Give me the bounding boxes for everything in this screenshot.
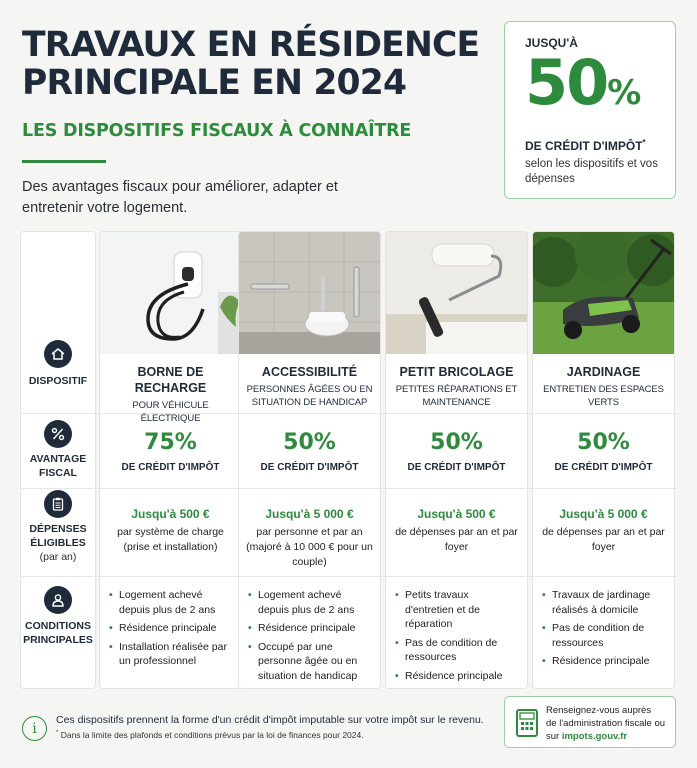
dispositif-cell-accessibilite [244, 364, 375, 409]
condition-item: • Pas de condition de ressources [395, 636, 520, 665]
dispositif-cell-borne [105, 364, 236, 425]
dispositif-subtitle: POUR VÉHICULE ÉLECTRIQUE [132, 400, 209, 424]
advantage-percentage: 50% [430, 430, 483, 455]
advantage-label: DE CRÉDIT D'IMPÔT [260, 462, 359, 473]
condition-item: • Résidence principale [542, 654, 667, 669]
row-label-conditions: CONDITIONS PRINCIPALES [23, 620, 93, 646]
expense-note: de dépenses par an et par foyer [395, 526, 518, 553]
info-icon: i [22, 716, 47, 741]
info-sub-text [56, 730, 364, 740]
expense-note: par personne et par an (majoré à 10 000 € pour un couple) [246, 526, 373, 568]
footer-box-line2: de l'administration fiscale ou [546, 718, 666, 729]
depenses-cell-accessibilite [244, 507, 375, 570]
info-asterisk: * [56, 730, 59, 737]
depenses-cell-borne [105, 507, 236, 555]
row-label-depenses [20, 522, 96, 564]
avantage-cell-bricolage [391, 430, 522, 473]
credit-percent-sign: % [607, 73, 642, 113]
person-icon [44, 586, 72, 614]
conditions-list-accessibilite [248, 588, 373, 687]
divider [22, 160, 106, 163]
dispositif-cell-bricolage [391, 364, 522, 409]
condition-item: • Logement achevé depuis plus de 2 ans [109, 588, 234, 617]
bathroom-photo [239, 232, 380, 354]
depenses-cell-bricolage [391, 507, 522, 555]
clipboard-icon [44, 490, 72, 518]
conditions-list-borne [109, 588, 234, 673]
condition-item: • Résidence principale [248, 621, 373, 636]
house-icon [44, 340, 72, 368]
expense-note: par système de charge (prise et installation) [117, 526, 224, 553]
avantage-cell-accessibilite [244, 430, 375, 473]
expense-note: de dépenses par an et par foyer [542, 526, 665, 553]
percent-icon [44, 420, 72, 448]
advantage-label: DE CRÉDIT D'IMPÔT [407, 462, 506, 473]
credit-label-text: DE CRÉDIT D'IMPÔT [525, 139, 643, 153]
advantage-label: DE CRÉDIT D'IMPÔT [554, 462, 653, 473]
dispositif-title: JARDINAGE [566, 365, 641, 379]
dispositif-title: ACCESSIBILITÉ [261, 365, 358, 379]
info-sub-label: Dans la limite des plafonds et conditions prévus par la loi de finances pour 2024. [60, 730, 364, 740]
footer-box-line3 [546, 730, 665, 743]
dispositif-title: BORNE DE RECHARGE [134, 365, 207, 395]
lawn-mower-photo [533, 232, 674, 354]
credit-asterisk: * [642, 138, 646, 147]
condition-item: • Occupé par une personne âgée ou en situation de handicap [248, 640, 373, 684]
footer-info [22, 706, 482, 750]
credit-label [525, 138, 675, 153]
credit-percentage [525, 46, 675, 130]
condition-item: • Installation réalisée par un professionnel [109, 640, 234, 669]
info-link-box [504, 696, 676, 748]
condition-item: • Résidence principale [395, 669, 520, 684]
condition-item: • Logement achevé depuis plus de 2 ans [248, 588, 373, 617]
avantage-cell-jardinage [538, 430, 669, 473]
footer-box-prefix: sur [546, 731, 560, 742]
row-divider [20, 576, 677, 577]
advantage-percentage: 50% [283, 430, 336, 455]
row-label-dispositif: DISPOSITIF [28, 375, 88, 387]
dispositif-title: PETIT BRICOLAGE [399, 365, 514, 379]
expense-amount: Jusqu'à 500 € [417, 507, 496, 521]
dispositif-subtitle: PETITES RÉPARATIONS ET MAINTENANCE [395, 384, 518, 408]
paint-roller-photo [386, 232, 527, 354]
depenses-cell-jardinage [538, 507, 669, 555]
row-label-depenses-sub: (par an) [39, 551, 77, 563]
advantage-label: DE CRÉDIT D'IMPÔT [121, 462, 220, 473]
condition-item: • Travaux de jardinage réalisés à domicile [542, 588, 667, 617]
dispositif-subtitle: ENTRETIEN DES ESPACES VERTS [543, 384, 664, 408]
dispositif-cell-jardinage [538, 364, 669, 409]
calculator-icon [516, 709, 538, 737]
page-subtitle: LES DISPOSITIFS FISCAUX À CONNAÎTRE [22, 121, 412, 141]
expense-amount: Jusqu'à 500 € [131, 507, 210, 521]
expense-amount: Jusqu'à 5 000 € [559, 507, 648, 521]
expense-amount: Jusqu'à 5 000 € [265, 507, 354, 521]
row-label-depenses-text: DÉPENSES ÉLIGIBLES [29, 523, 87, 549]
condition-item: • Pas de condition de ressources [542, 621, 667, 650]
impots-link[interactable]: impots.gouv.fr [561, 731, 628, 742]
condition-item: • Résidence principale [109, 621, 234, 636]
conditions-list-bricolage [395, 588, 520, 687]
footer-box-text [546, 704, 665, 743]
credit-number: 50 [525, 46, 608, 119]
intro-text: Des avantages fiscaux pour améliorer, adapter et entretenir votre logement. [22, 179, 338, 216]
condition-item: • Petits travaux d'entretien et de réparation [395, 588, 520, 632]
advantage-percentage: 50% [577, 430, 630, 455]
credit-note: selon les dispositifs et vos dépenses [525, 158, 658, 185]
ev-charger-photo [100, 232, 241, 354]
dispositif-subtitle: PERSONNES ÂGÉES OU EN SITUATION DE HANDICAP [246, 384, 373, 408]
advantage-percentage: 75% [144, 430, 197, 455]
conditions-list-jardinage [542, 588, 667, 673]
footer-box-line1: Renseignez-vous auprès [546, 705, 652, 716]
credit-jusqua: JUSQU'À [525, 36, 578, 50]
info-main-text: Ces dispositifs prennent la forme d'un crédit d'impôt imputable sur votre impôt sur le revenu. [56, 714, 484, 726]
page-title: TRAVAUX EN RÉSIDENCE PRINCIPALE EN 2024 [22, 25, 480, 103]
row-label-avantage: AVANTAGE FISCAL [29, 453, 87, 479]
credit-highlight-box [504, 21, 676, 199]
row-divider [20, 488, 677, 489]
avantage-cell-borne [105, 430, 236, 473]
